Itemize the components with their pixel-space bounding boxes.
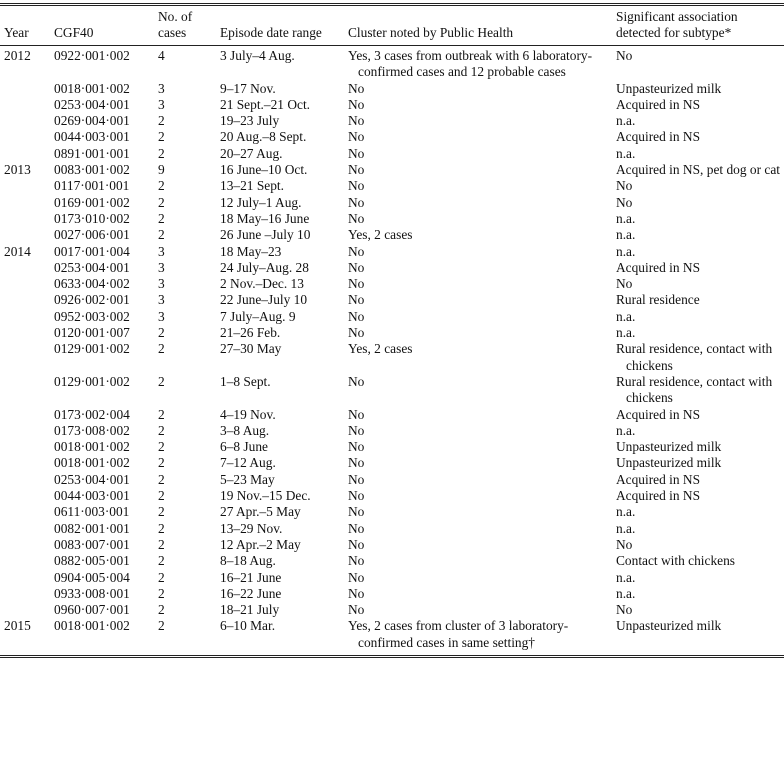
cell-year <box>0 455 50 471</box>
cell-year <box>0 276 50 292</box>
cell-year <box>0 129 50 145</box>
cell-year <box>0 521 50 537</box>
cell-cases: 2 <box>158 406 165 422</box>
cell-year: 2013 <box>4 162 31 178</box>
cell-association: No <box>616 602 633 618</box>
cell-association: Acquired in NS <box>616 406 701 422</box>
cell-association: n.a. <box>616 227 636 243</box>
cell-date-range: 12 Apr.–2 May <box>220 536 301 552</box>
cell-date-range: 18–21 July <box>220 602 280 618</box>
cell-year <box>0 227 50 243</box>
cell-association: No <box>616 276 633 292</box>
cell-cases: 2 <box>158 536 165 552</box>
table-row <box>0 260 784 276</box>
cell-cgf40: 0960·007·001 <box>54 602 130 618</box>
cell-date-range: 3–8 Aug. <box>220 422 270 438</box>
cell-cluster: No <box>348 276 365 292</box>
table-row <box>0 439 784 455</box>
cell-association: n.a. <box>616 585 636 601</box>
cell-cluster: No <box>348 80 365 96</box>
cell-year: 2012 <box>4 48 31 63</box>
cell-date-range: 21 Sept.–21 Oct. <box>220 96 311 112</box>
cell-cluster: No <box>348 422 365 438</box>
cell-cases: 2 <box>158 227 165 243</box>
cell-year <box>0 325 50 341</box>
table-row <box>0 113 784 129</box>
table-row <box>0 162 784 178</box>
cell-date-range: 22 June–July 10 <box>220 292 308 308</box>
table-row <box>0 602 784 618</box>
cell-association: n.a. <box>616 308 636 324</box>
cell-cluster: Yes, 2 cases from cluster of 3 laboratory-confirmed cases in same setting† <box>348 618 569 650</box>
cell-date-range: 7–12 Aug. <box>220 455 276 471</box>
table-row <box>0 423 784 439</box>
table-row <box>0 537 784 553</box>
table-row <box>0 46 784 81</box>
table-row <box>0 276 784 292</box>
cell-association: n.a. <box>616 422 636 438</box>
cell-date-range: 1–8 Sept. <box>220 373 271 389</box>
cell-cgf40: 0926·002·001 <box>54 292 130 308</box>
cell-date-range: 24 July–Aug. 28 <box>220 259 309 275</box>
cell-date-range: 6–10 Mar. <box>220 618 276 634</box>
cell-association: n.a. <box>616 210 636 226</box>
cell-year <box>0 211 50 227</box>
cell-date-range: 13–29 Nov. <box>220 520 283 536</box>
cell-cgf40: 0082·001·001 <box>54 520 130 536</box>
cell-cases: 2 <box>158 373 165 389</box>
header-cases: No. of cases <box>154 5 216 46</box>
cell-year <box>0 309 50 325</box>
cell-cluster: No <box>348 210 365 226</box>
cell-association: No <box>616 178 633 194</box>
cell-year: 2015 <box>4 618 31 634</box>
cell-year: 2014 <box>4 243 31 259</box>
cell-cluster: No <box>348 96 365 112</box>
cell-cluster: No <box>348 439 365 455</box>
cell-cgf40: 0018·001·002 <box>54 455 130 471</box>
table-row <box>0 195 784 211</box>
cgf40-cluster-table <box>0 3 784 658</box>
table-row <box>0 178 784 194</box>
table-row <box>0 618 784 656</box>
table-row <box>0 211 784 227</box>
cell-date-range: 13–21 Sept. <box>220 178 284 194</box>
cell-cluster: No <box>348 488 365 504</box>
cell-cgf40: 0044·003·001 <box>54 129 130 145</box>
cell-cases: 2 <box>158 569 165 585</box>
cell-cases: 2 <box>158 471 165 487</box>
cell-association: Rural residence, contact with chickens <box>616 373 773 406</box>
cell-cases: 3 <box>158 96 165 112</box>
cell-year <box>0 488 50 504</box>
table-row <box>0 570 784 586</box>
cell-date-range: 19 Nov.–15 Dec. <box>220 488 311 504</box>
cell-date-range: 20 Aug.–8 Sept. <box>220 129 307 145</box>
cell-cases: 3 <box>158 308 165 324</box>
cell-cases: 2 <box>158 455 165 471</box>
cell-cgf40: 0952·003·002 <box>54 308 130 324</box>
cell-cases: 4 <box>158 48 165 63</box>
cell-cgf40: 0083·001·002 <box>54 162 130 178</box>
cell-date-range: 5–23 May <box>220 471 275 487</box>
cell-cgf40: 0253·004·001 <box>54 471 130 487</box>
cell-year <box>0 602 50 618</box>
table-row <box>0 341 784 374</box>
cell-cases: 2 <box>158 178 165 194</box>
cell-date-range: 16–21 June <box>220 569 282 585</box>
cell-cluster: No <box>348 292 365 308</box>
cell-date-range: 18 May–16 June <box>220 210 310 226</box>
cell-year <box>0 586 50 602</box>
cell-cgf40: 0933·008·001 <box>54 585 130 601</box>
cell-year <box>0 81 50 97</box>
cell-cgf40: 0129·001·002 <box>54 341 130 357</box>
cell-date-range: 6–8 June <box>220 439 268 455</box>
cell-association: n.a. <box>616 145 636 161</box>
cell-cgf40: 0018·001·002 <box>54 80 130 96</box>
cell-year <box>0 439 50 455</box>
cell-cases: 2 <box>158 129 165 145</box>
header-date-range: Episode date range <box>216 5 344 46</box>
table-header-row <box>0 5 784 46</box>
cell-cases: 2 <box>158 325 165 341</box>
cell-association: n.a. <box>616 325 636 341</box>
cell-cgf40: 0169·001·002 <box>54 194 130 210</box>
cell-cases: 3 <box>158 243 165 259</box>
cell-cases: 2 <box>158 520 165 536</box>
table-row <box>0 553 784 569</box>
cell-cluster: No <box>348 162 365 178</box>
table-row <box>0 292 784 308</box>
cell-cluster: No <box>348 553 365 569</box>
cell-year <box>0 146 50 162</box>
cell-cgf40: 0922·001·002 <box>54 48 130 63</box>
cell-association: Acquired in NS, pet dog or cat <box>616 162 780 178</box>
cell-cgf40: 0891·001·001 <box>54 145 130 161</box>
cell-cases: 2 <box>158 422 165 438</box>
cell-cases: 3 <box>158 276 165 292</box>
cell-association: No <box>616 194 633 210</box>
cell-year <box>0 341 50 374</box>
cell-cluster: No <box>348 520 365 536</box>
cell-cases: 2 <box>158 618 165 634</box>
cell-cgf40: 0044·003·001 <box>54 488 130 504</box>
cell-cgf40: 0129·001·002 <box>54 373 130 389</box>
cell-cluster: No <box>348 406 365 422</box>
cell-date-range: 27–30 May <box>220 341 282 357</box>
cell-cluster: No <box>348 308 365 324</box>
cell-cases: 3 <box>158 80 165 96</box>
cell-date-range: 26 June –July 10 <box>220 227 311 243</box>
cell-cases: 2 <box>158 145 165 161</box>
table-row <box>0 97 784 113</box>
cell-association: No <box>616 536 633 552</box>
cell-cases: 2 <box>158 341 165 357</box>
cell-date-range: 9–17 Nov. <box>220 80 276 96</box>
cell-cgf40: 0173·008·002 <box>54 422 130 438</box>
cell-association: n.a. <box>616 243 636 259</box>
cell-cgf40: 0018·001·002 <box>54 439 130 455</box>
cell-cluster: No <box>348 194 365 210</box>
table-row <box>0 472 784 488</box>
cell-date-range: 4–19 Nov. <box>220 406 276 422</box>
cell-date-range: 12 July–1 Aug. <box>220 194 302 210</box>
cell-association: Acquired in NS <box>616 96 701 112</box>
cell-cgf40: 0633·004·002 <box>54 276 130 292</box>
cell-cluster: No <box>348 178 365 194</box>
cell-cluster: No <box>348 113 365 129</box>
cell-date-range: 19–23 July <box>220 113 280 129</box>
header-cgf40: CGF40 <box>50 5 154 46</box>
cell-association: Rural residence, contact with chickens <box>616 341 773 373</box>
cell-date-range: 8–18 Aug. <box>220 553 276 569</box>
cell-association: n.a. <box>616 569 636 585</box>
cell-date-range: 27 Apr.–5 May <box>220 504 301 520</box>
table-row <box>0 521 784 537</box>
cell-association: n.a. <box>616 113 636 129</box>
cell-cases: 2 <box>158 194 165 210</box>
cell-cgf40: 0904·005·004 <box>54 569 130 585</box>
cell-year <box>0 195 50 211</box>
cell-cluster: No <box>348 504 365 520</box>
cell-date-range: 2 Nov.–Dec. 13 <box>220 276 304 292</box>
table-row <box>0 374 784 407</box>
cell-cases: 2 <box>158 488 165 504</box>
table-row <box>0 81 784 97</box>
cell-cgf40: 0017·001·004 <box>54 243 130 259</box>
cell-date-range: 16 June–10 Oct. <box>220 162 308 178</box>
cell-cluster: No <box>348 325 365 341</box>
cell-cases: 3 <box>158 292 165 308</box>
cell-cgf40: 0253·004·001 <box>54 96 130 112</box>
table-row <box>0 407 784 423</box>
table-row <box>0 504 784 520</box>
cell-date-range: 16–22 June <box>220 585 282 601</box>
cell-year <box>0 570 50 586</box>
cell-cluster: No <box>348 471 365 487</box>
cell-association: Contact with chickens <box>616 553 735 569</box>
cell-cgf40: 0173·010·002 <box>54 210 130 226</box>
cell-cluster: No <box>348 569 365 585</box>
cell-cgf40: 0120·001·007 <box>54 325 130 341</box>
cell-association: Acquired in NS <box>616 488 701 504</box>
cell-cluster: No <box>348 585 365 601</box>
cell-association: Acquired in NS <box>616 129 701 145</box>
table-body <box>0 46 784 657</box>
cell-cases: 2 <box>158 210 165 226</box>
cell-year <box>0 97 50 113</box>
cell-cases: 2 <box>158 113 165 129</box>
cell-association: Unpasteurized milk <box>616 618 722 634</box>
table-row <box>0 325 784 341</box>
cell-cluster: No <box>348 259 365 275</box>
cell-cluster: Yes, 3 cases from outbreak with 6 laboratory-confirmed cases and 12 probable cases <box>348 48 593 80</box>
cell-association: No <box>616 48 633 63</box>
table-row <box>0 586 784 602</box>
cell-cases: 2 <box>158 585 165 601</box>
cell-year <box>0 374 50 407</box>
cell-cases: 3 <box>158 259 165 275</box>
cell-cgf40: 0253·004·001 <box>54 259 130 275</box>
table-row <box>0 227 784 243</box>
cell-cluster: No <box>348 243 365 259</box>
cell-cases: 2 <box>158 602 165 618</box>
cell-date-range: 21–26 Feb. <box>220 325 281 341</box>
table-row <box>0 244 784 260</box>
cell-cgf40: 0083·007·001 <box>54 536 130 552</box>
cell-year <box>0 504 50 520</box>
cell-year <box>0 260 50 276</box>
cell-date-range: 18 May–23 <box>220 243 282 259</box>
cell-cluster: No <box>348 129 365 145</box>
cell-cgf40: 0882·005·001 <box>54 553 130 569</box>
cell-cluster: Yes, 2 cases <box>348 341 413 357</box>
cell-cluster: No <box>348 373 365 389</box>
cell-year <box>0 472 50 488</box>
cell-association: Acquired in NS <box>616 259 701 275</box>
cell-association: Acquired in NS <box>616 471 701 487</box>
cell-cluster: Yes, 2 cases <box>348 227 413 243</box>
cell-cases: 2 <box>158 553 165 569</box>
cell-year <box>0 407 50 423</box>
cell-cgf40: 0173·002·004 <box>54 406 130 422</box>
cell-cgf40: 0269·004·001 <box>54 113 130 129</box>
cell-year <box>0 423 50 439</box>
table-row <box>0 309 784 325</box>
table-row <box>0 488 784 504</box>
cell-association: n.a. <box>616 520 636 536</box>
cell-cgf40: 0027·006·001 <box>54 227 130 243</box>
cell-year <box>0 113 50 129</box>
cell-cgf40: 0018·001·002 <box>54 618 130 634</box>
cell-year <box>0 292 50 308</box>
cell-cgf40: 0611·003·001 <box>54 504 130 520</box>
cell-cases: 2 <box>158 504 165 520</box>
cell-association: Unpasteurized milk <box>616 439 722 455</box>
cell-cases: 9 <box>158 162 165 178</box>
cell-date-range: 7 July–Aug. 9 <box>220 308 296 324</box>
cell-cluster: No <box>348 536 365 552</box>
table-row <box>0 129 784 145</box>
cell-cluster: No <box>348 602 365 618</box>
cell-year <box>0 537 50 553</box>
cell-association: Unpasteurized milk <box>616 455 722 471</box>
cell-date-range: 20–27 Aug. <box>220 145 283 161</box>
cell-association: Rural residence <box>616 292 700 308</box>
cell-year <box>0 553 50 569</box>
cell-cluster: No <box>348 145 365 161</box>
table-row <box>0 455 784 471</box>
table-row <box>0 146 784 162</box>
header-year: Year <box>0 5 50 46</box>
cell-cases: 2 <box>158 439 165 455</box>
header-association: Significant association detected for subtype* <box>612 5 784 46</box>
cell-association: Unpasteurized milk <box>616 80 722 96</box>
cell-date-range: 3 July–4 Aug. <box>220 48 295 63</box>
header-cluster: Cluster noted by Public Health <box>344 5 612 46</box>
cell-year <box>0 178 50 194</box>
cell-cluster: No <box>348 455 365 471</box>
cell-association: n.a. <box>616 504 636 520</box>
cell-cgf40: 0117·001·001 <box>54 178 130 194</box>
